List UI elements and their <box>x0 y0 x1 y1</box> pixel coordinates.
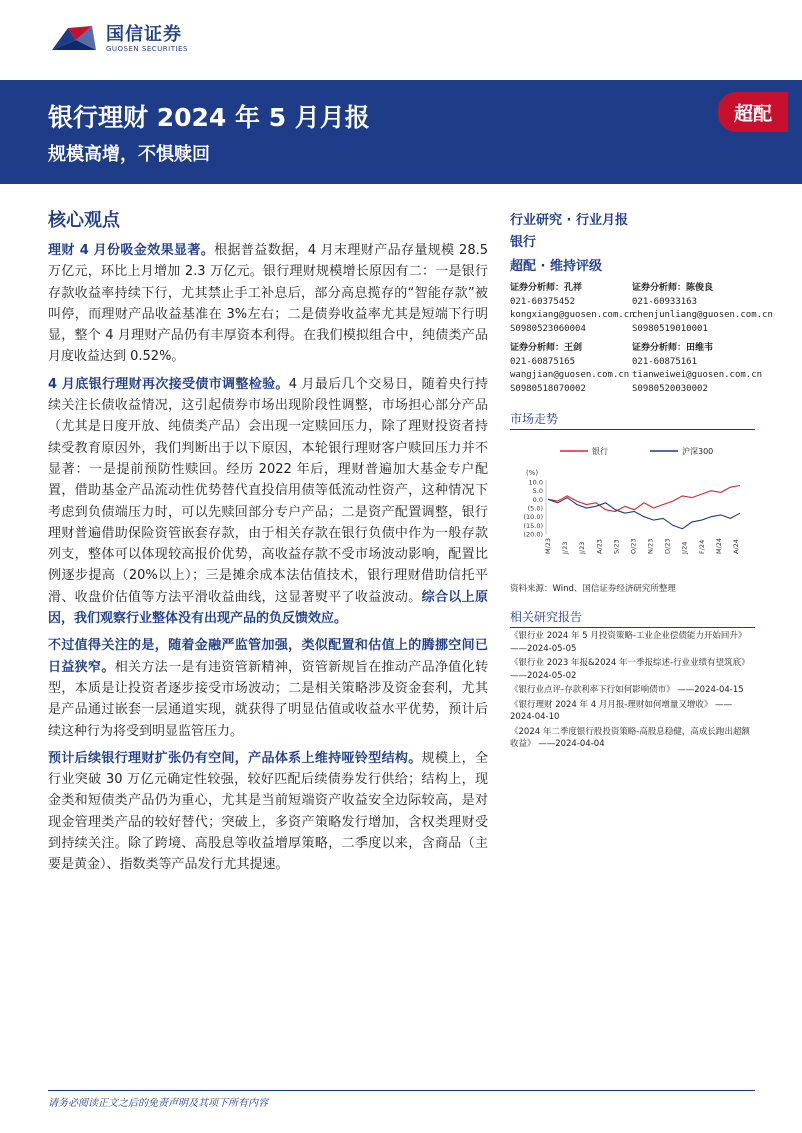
sidebar <box>510 210 773 753</box>
core-paragraph-3 <box>48 635 488 741</box>
x-axis <box>544 538 740 555</box>
x-tick-label: M/23 <box>544 537 552 554</box>
y-axis-unit: (%) <box>526 469 539 477</box>
analyst-email[interactable]: wangjian@guosen.com.cn <box>510 370 630 380</box>
x-tick-label: J/23 <box>561 541 570 554</box>
related-report-item[interactable]: 《2024 年二季度银行股投资策略-高股息稳健，高成长跑出超额收益》 ——2024-04-04 <box>510 726 750 749</box>
analyst-email[interactable]: tianweiwei@guosen.com.cn <box>632 370 763 380</box>
paragraph-body: 规模上，全行业突破 30 万亿元确定性较强，较好匹配后续债券发行供给；结构上，现金类和短债类产品仍为重心，尤其是当前短端资产收益安全边际较高，是对现金管理类产品的较好替代；突破上，多资产策略发行增加，含权类理财受到持续关注。除了跨境、高股息等收益增厚策略，二季度以来，含商品（主要是黄金）、指数类等产品发行尤其提速。 <box>48 750 488 873</box>
footer-disclaimer: 请务必阅读正文之后的免责声明及其项下所有内容 <box>48 1098 268 1109</box>
analyst-card: 证券分析师：王剑 021-60875165 wangjian@guosen.com.cn S0980518070002 <box>510 342 632 396</box>
related-reports-title: 相关研究报告 <box>510 608 755 628</box>
rating-tag: 超配 <box>718 92 788 132</box>
brand-name-cn: 国信证券 <box>106 23 182 45</box>
guosen-logo <box>48 22 188 56</box>
core-paragraph-2 <box>48 374 488 630</box>
y-tick-label: 0.0 <box>532 495 543 504</box>
x-tick-label: D/23 <box>663 538 672 554</box>
x-tick-label: S/23 <box>612 539 621 554</box>
analyst-email[interactable]: kongxiang@guosen.com.cn <box>510 310 635 320</box>
x-tick-label: F/24 <box>697 539 706 554</box>
x-tick-label: J/23 <box>578 541 587 554</box>
report-title: 银行理财 2024 年 5 月月报 <box>48 103 370 132</box>
analyst-email[interactable]: chenjunliang@guosen.com.cn <box>632 310 773 320</box>
analyst-card: 证券分析师：孔祥 021-60375452 kongxiang@guosen.com.cn S0980523060004 <box>510 283 635 334</box>
x-tick-label: M/24 <box>714 537 723 554</box>
analyst-list <box>510 282 773 396</box>
paragraph-lead: 理财 4 月份吸金效果显著。 <box>48 243 215 258</box>
y-axis <box>523 479 546 539</box>
related-report-item[interactable]: 《银行业 2024 年 5 月投资策略-工业企业偿债能力开始回升》 ——2024-05-05 <box>510 631 747 654</box>
footer-divider <box>48 1090 755 1091</box>
paragraph-tail: 综合以上原因，我们观察行业整体没有出现产品的负反馈效应。 <box>48 589 488 627</box>
paragraph-body: 4 月最后几个交易日，随着央行持续关注长债收益情况，这引起债券市场出现阶段性调整，市场担心部分产品（尤其是日度开放、纯债类产品）会出现一定赎回压力，除了理财投资者持续受教育原因外，我们判断出于以下原因，本轮银行理财客户赎回压力并不显著：一是提前预防性赎回。经历 2022 年后，理财普遍加大基金专户配置，借助基金产品流动性优势替代直投信用债等低流动性资产，这种情况下考虑到负债端压力时，可以先赎回部分专户产品；二是资产配置调整，银行理财普遍借助保险资管嵌套存款，由于相关存款在银行负债中作为一般存款列支，整体可以体现较高报价优势，高收益存款不受市场波动影响，配置比例逐步提高（20%以上）；三是摊余成本法估值技术，银行理财借助信托平滑、收盘价估值等方法平滑收益曲线，这显著熨平了收益波动。 <box>48 376 489 605</box>
series-lines <box>548 486 740 529</box>
related-report-item[interactable]: 《银行业 2023 年报&2024 年一季报综述-行业业绩有望筑底》 ——2024-05-02 <box>510 658 750 681</box>
related-report-item[interactable]: 《银行业点评-存款利率下行如何影响债市》 ——2024-04-15 <box>510 685 744 695</box>
y-tick-label: (10.0) <box>523 513 543 522</box>
market-trend-chart <box>510 434 755 578</box>
paragraph-lead: 不过值得关注的是，随着金融严监管加强，类似配置和估值上的腾挪空间已日益狭窄。 <box>48 638 488 675</box>
chart-source: 资料来源：Wind、国信证券经济研究所整理 <box>510 584 676 594</box>
legend-bank-label: 银行 <box>592 447 608 456</box>
report-subtitle: 规模高增，不惧赎回 <box>48 144 210 165</box>
guosen-logo-icon <box>48 22 100 56</box>
rating-label: 超配 · 维持评级 <box>510 259 602 274</box>
y-tick-label: 5.0 <box>532 487 543 496</box>
market-trend-title: 市场走势 <box>510 410 755 430</box>
x-tick-label: A/23 <box>595 539 604 554</box>
related-reports-list <box>510 630 755 751</box>
paragraph-lead: 4 月底银行理财再次接受债市调整检验。 <box>48 376 289 392</box>
x-tick-label: N/23 <box>646 538 655 554</box>
y-tick-label: 10.0 <box>528 478 543 487</box>
y-tick-label: (5.0) <box>527 504 543 513</box>
paragraph-lead: 预计后续银行理财扩张仍有空间，产品体系上维持哑铃型结构。 <box>48 750 422 766</box>
legend-hs300-label: 沪深300 <box>682 447 714 456</box>
chart-legend <box>560 446 713 456</box>
core-views-section <box>48 206 488 882</box>
series-line-bank <box>548 486 740 512</box>
x-tick-label: O/23 <box>629 538 638 554</box>
x-tick-label: A/24 <box>732 539 740 554</box>
core-paragraph-4 <box>48 748 488 876</box>
report-type: 行业研究 · 行业月报 <box>510 213 628 228</box>
industry-name: 银行 <box>510 235 537 250</box>
core-paragraph-1 <box>48 240 488 368</box>
related-report-item[interactable]: 《银行理财 2024 年 4 月月报-理财如何增量又增收》 ——2024-04-10 <box>510 699 733 722</box>
core-views-title: 核心观点 <box>48 210 120 231</box>
analyst-card: 证券分析师：陈俊良 021-60933163 chenjunliang@guosen.com.cn S0980519010001 <box>632 283 773 334</box>
analyst-card: 证券分析师：田维韦 021-60875161 tianweiwei@guosen.com.cn S0980520030002 <box>632 343 763 394</box>
y-tick-label: (20.0) <box>523 530 543 539</box>
x-tick-label: J/24 <box>680 541 689 554</box>
market-trend-svg <box>510 434 755 574</box>
brand-name-en: GUOSEN SECURITIES <box>106 44 188 53</box>
title-banner <box>0 80 802 184</box>
y-tick-label: (15.0) <box>523 521 543 530</box>
paragraph-body: 相关方法一是有违资管新精神，资管新规旨在推动产品净值化转型，本质是让投资者逐步接受市场波动；二是相关策略涉及资金套利，尤其是产品通过嵌套一层通道实现，就获得了明显估值或收益水平优势，预计后续这种行为将受到明显监管压力。 <box>48 659 488 739</box>
paragraph-body: 根据普益数据，4 月末理财产品存量规模 28.5 万亿元，环比上月增加 2.3 万亿元。银行理财规模增长原因有二：一是银行存款收益率持续下行，尤其禁止手工补息后，部分高息揽存的“智能存款”被叫停，而理财产品收益基准在 3%左右；二是债券收益率尤其是短端下行明显，整个 4 月理财产品仍有丰厚资本利得。在我们模拟组合中，纯债类产品月度收益达到 0.52%。 <box>48 243 488 365</box>
